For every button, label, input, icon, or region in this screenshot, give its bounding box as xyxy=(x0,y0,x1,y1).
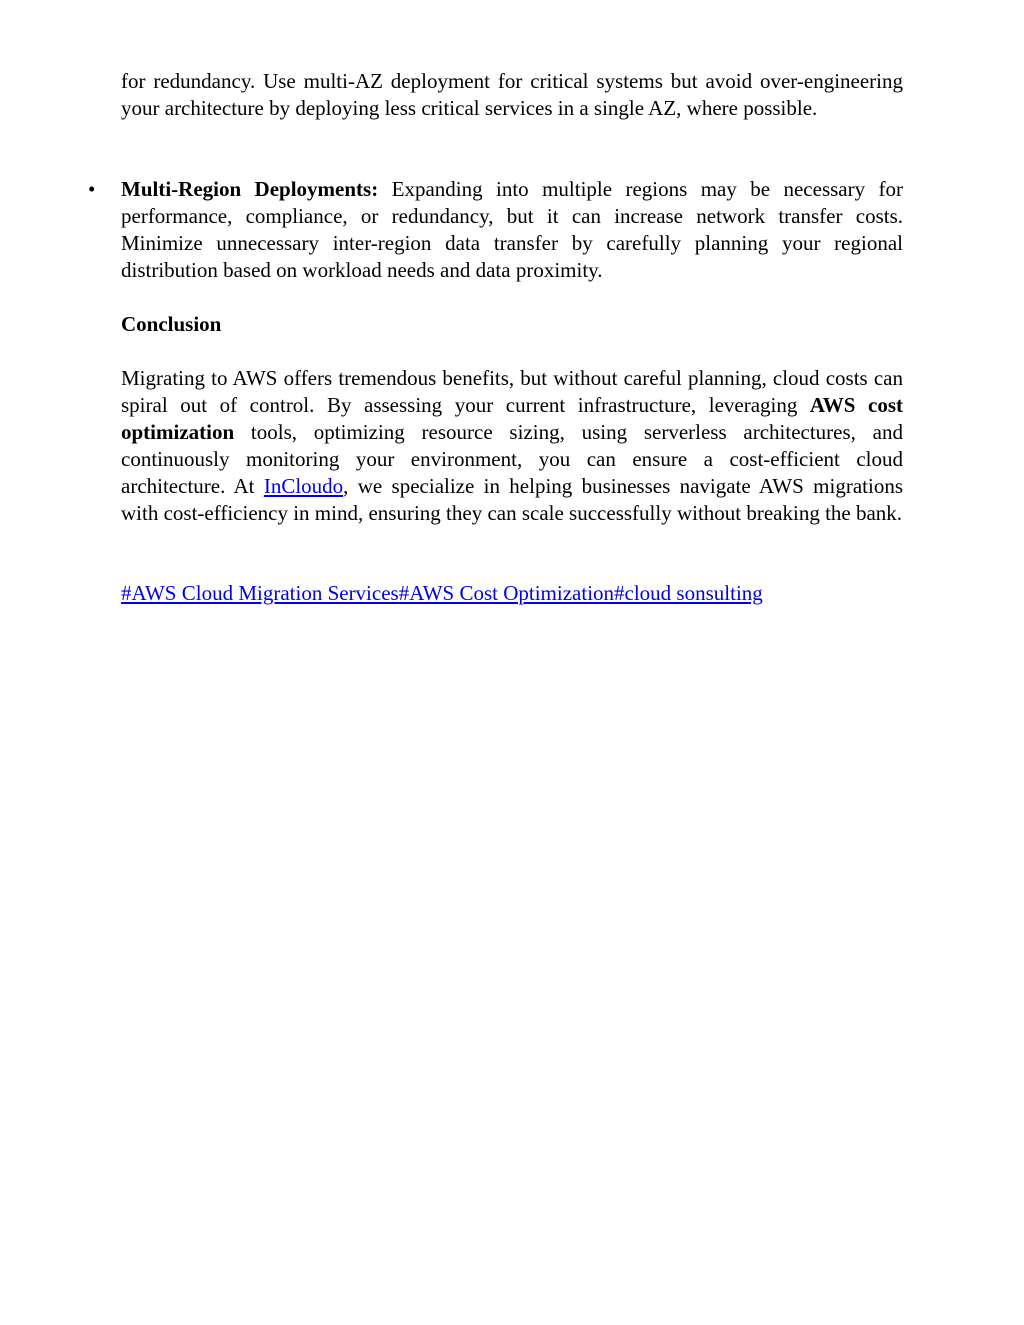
conclusion-heading: Conclusion xyxy=(121,312,222,336)
tag-aws-cloud-migration-link[interactable]: #AWS Cloud Migration Services xyxy=(121,581,399,605)
multi-region-label: Multi-Region Deployments: xyxy=(121,177,379,201)
multi-region-text: Expanding into multiple regions may be necessary for performance, compliance, or redundancy, but it can increase network transfer costs. Minimize unnecessary inter-region data transfer by carefully planning your regional distribution based on workload needs and data proximity. xyxy=(121,177,903,282)
conclusion-paragraph xyxy=(121,365,903,527)
bullet-point: • xyxy=(88,177,96,201)
incloudo-link[interactable]: InCloudo xyxy=(263,474,344,498)
paragraph-continuation: for redundancy. Use multi-AZ deployment for critical systems but avoid over-engineering your architecture by deploying less critical services in a single AZ, where possible. xyxy=(121,69,903,120)
conclusion-text-part2: tools, optimizing resource sizing, using serverless architectures, and continuously monitoring your environment, you can ensure a cost-efficient cloud architecture. At xyxy=(121,420,903,498)
multi-region-paragraph xyxy=(121,176,903,284)
tag-cloud-consulting-link[interactable]: #cloud sonsulting xyxy=(614,581,763,605)
conclusion-bold-term: AWS cost optimization xyxy=(121,393,903,444)
conclusion-text-part1: Migrating to AWS offers tremendous benefits, but without careful planning, cloud costs can spiral out of control. By assessing your current infrastructure, leveraging xyxy=(121,366,903,417)
conclusion-text-part3: , we specialize in helping businesses navigate AWS migrations with cost-efficiency in mind, ensuring they can scale successfully without breaking the bank. xyxy=(121,474,903,525)
tag-aws-cost-optimization-link[interactable]: #AWS Cost Optimization xyxy=(398,581,615,605)
tags-line xyxy=(121,580,903,607)
